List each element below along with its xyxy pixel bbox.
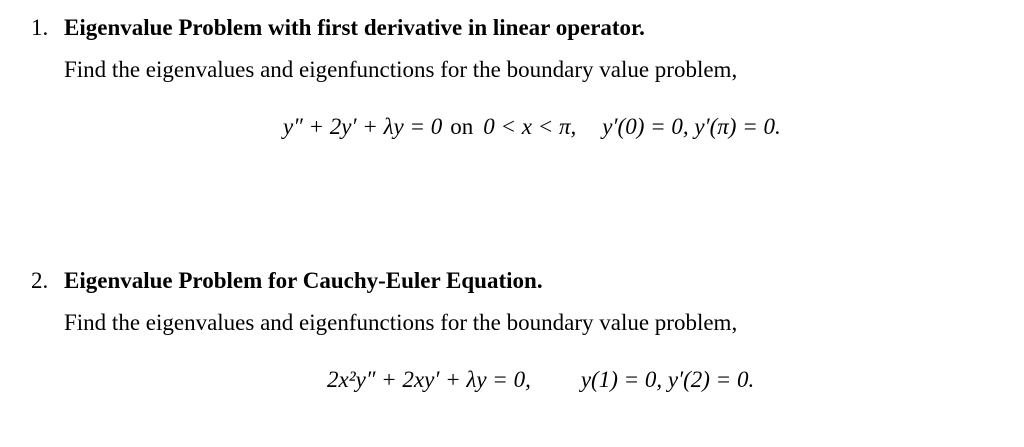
problem-2-statement: Find the eigenvalues and eigenfunctions for the boundary value problem, [64, 310, 738, 335]
problem-1-title: Eigenvalue Problem with first derivative in linear operator. [64, 15, 645, 40]
problem-1-domain: 0 < x < π, [483, 114, 577, 139]
problem-2-heading [31, 267, 543, 295]
problem-1-number: 1. [31, 15, 49, 40]
problem-2-boundary-conditions: y(1) = 0, y′(2) = 0. [580, 367, 755, 392]
problem-1-heading [31, 14, 645, 42]
problem-1-statement: Find the eigenvalues and eigenfunctions for the boundary value problem, [64, 57, 738, 82]
problem-1-connector: on [450, 114, 474, 139]
problem-2-number: 2. [31, 268, 49, 293]
problem-2-title: Eigenvalue Problem for Cauchy-Euler Equation. [64, 268, 543, 293]
problem-2-ode: 2x²y″ + 2xy′ + λy = 0, [327, 367, 531, 392]
problem-1-ode: y″ + 2y′ + λy = 0 [283, 114, 443, 139]
problem-1-boundary-conditions: y′(0) = 0, y′(π) = 0. [602, 114, 781, 139]
problem-2-equation [327, 366, 754, 394]
problem-1-equation [283, 113, 781, 141]
